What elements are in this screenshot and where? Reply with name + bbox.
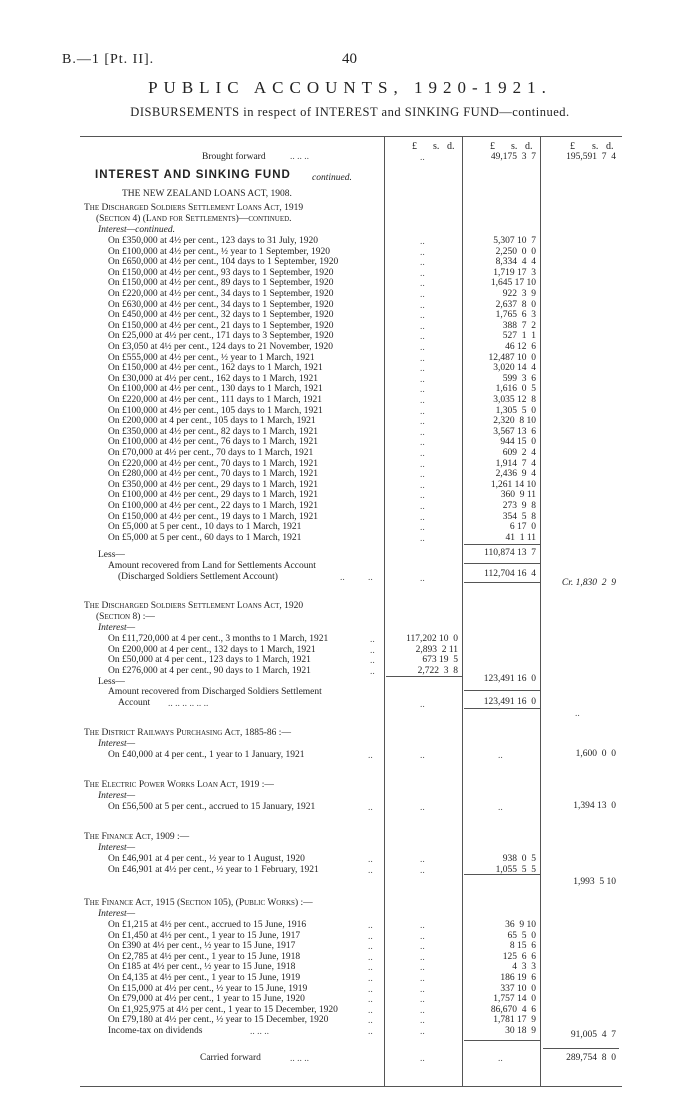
leader-dots: .. [420,942,425,953]
leader-dots: .. [368,974,373,984]
interest-row: On £220,000 at 4½ per cent., 34 days to 1 September, 1920 [108,289,334,299]
interest-row: On £150,000 at 4½ per cent., 21 days to 1 September, 1920 [108,320,334,331]
leader-dots: .. [420,258,425,269]
section-title-suffix: continued. [312,173,352,183]
interest-row: On £100,000 at 4½ per cent., ½ year to 1 September, 1920 [108,246,331,257]
interest-amount: 4 3 3 [512,962,536,973]
interest-amount: 117,202 10 0 [406,634,458,644]
leader-dots: .. [420,364,425,375]
leader-dots: .. [368,1027,373,1037]
interest-amount: 1,765 6 3 [495,310,536,321]
leader-dots: .. [420,300,425,311]
interest-row: On £280,000 at 4½ per cent., 70 days to 1 March, 1921 [108,469,319,480]
leader-dots: .. [420,533,425,544]
interest-row: On £50,000 at 4 per cent., 123 days to 1 March, 1921 [108,655,311,666]
recovery-amount: 123,491 16 0 [483,697,536,707]
interest-row: On £100,000 at 4½ per cent., 29 days to 1 March, 1921 [108,490,319,501]
leader-dots: .. [420,353,425,364]
interest-amount: 8 15 6 [509,941,536,952]
interest-row: On £40,000 at 4 per cent., 1 year to 1 January, 1921 [108,750,305,760]
interest-amount: 1,261 14 10 [490,479,536,490]
interest-row: On £3,050 at 4½ per cent., 124 days to 21 November, 1920 [108,342,333,352]
leader-dots: .. [420,751,425,761]
leader-dots: .. [420,417,425,428]
leader-dots: .. [368,963,373,974]
interest-row: On £56,500 at 5 per cent., accrued to 15 January, 1921 [108,802,316,812]
leader-dots: .. [420,332,425,343]
interest-amount: 1,055 5 5 [495,865,536,875]
rule [464,874,540,875]
interest-label: Interest— [98,739,136,749]
interest-amount: 6 17 0 [509,522,536,533]
interest-row: On £46,901 at 4 per cent., ½ year to 1 August, 1920 [108,854,305,864]
interest-amount: 1,757 14 0 [493,994,536,1005]
interest-amount: 86,670 4 6 [490,1004,536,1015]
leader-dots: .. [420,1054,425,1064]
leader-dots: .. [370,645,375,656]
leader-dots: .. [370,656,375,667]
interest-amount: 922 3 9 [502,289,536,299]
leader-dots: .. [498,751,503,761]
interest-row: On £25,000 at 4½ per cent., 171 days to 3 September, 1920 [108,331,334,342]
leader-dots: .. [420,247,425,258]
rule [386,676,462,677]
leader-dots: .. [420,931,425,942]
leader-dots: .. [420,1016,425,1027]
interest-amount: 30 18 9 [505,1026,536,1036]
interest-amount: 186 19 6 [500,973,536,983]
interest-label: Interest— [98,909,136,919]
interest-amount: 125 6 6 [502,951,536,962]
interest-label: Interest—continued. [98,225,175,235]
leader-dots: .. [420,279,425,290]
interest-amount: 609 2 4 [502,448,536,458]
interest-row: On £200,000 at 4 per cent., 105 days to 1 March, 1921 [108,416,316,427]
page-title: PUBLIC ACCOUNTS, 1920-1921. [148,78,552,97]
interest-row: On £11,720,000 at 4 per cent., 3 months to 1 March, 1921 [108,634,329,644]
interest-amount: 360 9 11 [500,490,536,501]
interest-amount: 938 0 5 [502,854,536,864]
act-total: 1,600 0 0 [575,749,616,759]
interest-row: On £79,000 at 4½ per cent., 1 year to 15 June, 1920 [108,994,305,1005]
interest-amount: 599 3 6 [502,373,536,384]
interest-label: Interest— [98,791,136,801]
leader-dots: .. [368,931,373,942]
leader-dots: .. [370,635,375,645]
recovery-line: (Discharged Soldiers Settlement Account) [118,572,278,582]
act-total: 1,993 5 10 [573,877,616,887]
interest-amount: 41 1 11 [505,532,536,543]
leader-dots: .. [420,470,425,481]
interest-row: On £4,135 at 4½ per cent., 1 year to 15 June, 1919 [108,973,301,983]
rule [464,1040,540,1041]
leader-dots: .. .. .. .. .. .. [168,699,209,709]
interest-amount: 1,781 17 9 [493,1015,536,1026]
column-heading-pounds: £ [490,141,495,152]
interest-row: On £1,215 at 4½ per cent., accrued to 15 June, 1916 [108,920,307,930]
interest-amount: 673 19 5 [422,655,458,666]
interest-amount: 2,722 3 8 [417,665,458,676]
leader-dots: .. [368,921,373,931]
interest-row: On £150,000 at 4½ per cent., 162 days to 1 March, 1921 [108,363,323,374]
interest-amount: 354 5 8 [502,511,536,522]
leader-dots: .. [340,573,345,583]
rule [464,582,540,583]
interest-row: On £15,000 at 4½ per cent., ½ year to 15 June, 1919 [108,983,308,994]
interest-amount: 36 9 10 [505,920,536,930]
leader-dots: .. [420,974,425,984]
interest-row: On £200,000 at 4 per cent., 132 days to 1 March, 1921 [108,644,316,655]
leader-dots: .. [420,427,425,438]
interest-amount: 1,305 5 0 [495,405,536,416]
interest-row: On £30,000 at 4½ per cent., 162 days to 1 March, 1921 [108,373,319,384]
interest-row: On £5,000 at 5 per cent., 60 days to 1 March, 1921 [108,532,302,543]
page-number: 40 [342,51,357,67]
leader-dots: .. [420,491,425,502]
recovery-amount: 112,704 16 4 [484,569,536,579]
leader-dots: .. [420,343,425,353]
leader-dots: .. [420,523,425,534]
interest-amount: 1,616 0 5 [495,384,536,395]
interest-amount: 944 15 0 [500,437,536,448]
subtotal: 110,874 13 7 [484,548,536,558]
leader-dots: .. [368,952,373,963]
interest-amount: 5,307 10 7 [493,236,536,246]
leader-dots: .. [420,803,425,813]
leader-dots: .. [420,153,425,163]
leader-dots: .. .. .. [290,1054,309,1064]
leader-dots: .. [420,963,425,974]
brought-forward-label: Brought forward [202,152,266,162]
interest-amount: 527 1 1 [502,331,536,342]
interest-amount: 2,320 8 10 [493,416,536,427]
interest-label: Interest— [98,623,136,633]
column-heading-shillings: s. [511,141,518,152]
interest-amount: 273 9 8 [502,501,536,511]
interest-row: On £276,000 at 4 per cent., 90 days to 1 March, 1921 [108,665,311,676]
interest-amount: 3,020 14 4 [493,363,536,374]
leader-dots: .. [420,1027,425,1037]
leader-dots: .. [370,666,375,677]
carried-forward-label: Carried forward [200,1053,261,1063]
rule [543,1048,619,1049]
interest-row: On £350,000 at 4½ per cent., 123 days to 31 July, 1920 [108,236,318,246]
leader-dots: .. [498,803,503,813]
leader-dots: .. [368,984,373,995]
leader-dots: .. [420,574,425,584]
interest-amount: 3,567 13 6 [493,426,536,437]
column-heading-shillings: s. [592,141,599,152]
interest-amount: 8,334 4 4 [495,257,536,268]
leader-dots: .. [368,1016,373,1027]
interest-row: On £555,000 at 4½ per cent., ½ year to 1 March, 1921 [108,352,315,363]
subtotal: 123,491 16 0 [483,674,536,684]
leader-dots: .. [420,866,425,876]
page-subtitle: DISBURSEMENTS in respect of INTEREST and SINKING FUND—continued. [130,105,570,119]
leader-dots: .. [368,942,373,953]
leader-dots: .. [420,952,425,963]
leader-dots: .. .. .. [290,152,309,162]
leader-dots: .. [420,512,425,523]
interest-row: On £350,000 at 4½ per cent., 82 days to 1 March, 1921 [108,426,319,437]
leader-dots: .. [420,406,425,417]
interest-row: On £1,450 at 4½ per cent., 1 year to 15 June, 1917 [108,930,301,941]
act-heading: (Section 4) (Land for Settlements)—continued. [96,214,292,224]
less-label: Less— [98,550,125,560]
interest-row: On £220,000 at 4½ per cent., 111 days to 1 March, 1921 [108,395,323,405]
act-heading: The Finance Act, 1909 :— [84,832,190,842]
interest-amount: 1,914 7 4 [495,458,536,469]
interest-row: On £450,000 at 4½ per cent., 32 days to 1 September, 1920 [108,310,334,321]
interest-row: On £350,000 at 4½ per cent., 29 days to 1 March, 1921 [108,479,319,490]
interest-amount: 2,436 9 4 [495,469,536,480]
interest-row: On £150,000 at 4½ per cent., 89 days to 1 September, 1920 [108,278,334,289]
leader-dots: .. [420,480,425,491]
interest-amount: 12,487 10 0 [488,352,536,363]
recovery-line: Account [118,698,151,708]
act-heading: The District Railways Purchasing Act, 1885-86 :— [84,728,291,738]
interest-amount: 1,719 17 3 [493,267,536,278]
interest-amount: 65 5 0 [507,930,536,941]
interest-row: On £220,000 at 4½ per cent., 70 days to 1 March, 1921 [108,458,319,469]
leader-dots: .. [420,1005,425,1016]
leader-dots: .. [420,268,425,279]
interest-amount: 2,637 8 0 [495,299,536,310]
interest-row: On £100,000 at 4½ per cent., 22 days to 1 March, 1921 [108,501,319,511]
column-heading-pounds: £ [412,141,417,152]
interest-amount: 388 7 2 [502,320,536,331]
leader-dots: .. [368,866,373,876]
act-heading: The Finance Act, 1915 (Section 105), (Public Works) :— [84,898,313,908]
interest-row: On £390 at 4½ per cent., ½ year to 15 June, 1917 [108,941,296,952]
act-heading: The Discharged Soldiers Settlement Loans Act, 1919 [84,203,304,213]
rule [464,544,540,545]
interest-amount: 1,645 17 10 [490,278,536,289]
column-heading-pence: d. [525,141,533,152]
leader-dots: .. .. .. [250,1027,269,1037]
interest-row: On £70,000 at 4½ per cent., 70 days to 1 March, 1921 [108,448,314,458]
interest-amount: 46 12 6 [505,342,536,352]
interest-row: On £150,000 at 4½ per cent., 19 days to 1 March, 1921 [108,511,319,522]
interest-row: On £46,901 at 4½ per cent., ½ year to 1 February, 1921 [108,865,319,875]
interest-row: On £79,180 at 4½ per cent., ½ year to 15 December, 1920 [108,1015,329,1026]
interest-row: On £1,925,975 at 4½ per cent., 1 year to 15 December, 1920 [108,1004,338,1015]
document-reference: B.—1 [Pt. II]. [62,52,155,67]
act-heading: The Discharged Soldiers Settlement Loans Act, 1920 [84,601,304,611]
carried-forward-amount: 289,754 8 0 [566,1053,616,1063]
leader-dots: .. [420,921,425,931]
interest-label: Interest— [98,843,136,853]
table-bottom-rule [80,1086,622,1087]
leader-dots: .. [420,396,425,406]
interest-row: On £185 at 4½ per cent., ½ year to 15 June, 1918 [108,962,296,973]
column-divider [384,136,385,1086]
leader-dots: .. [368,1005,373,1016]
leader-dots: .. [420,321,425,332]
recovery-line: Amount recovered from Discharged Soldiers Settlement [108,687,322,697]
leader-dots: .. [368,751,373,761]
brought-forward-amount: 49,175 3 7 [490,152,536,162]
leader-dots: .. [420,984,425,995]
leader-dots: .. [420,459,425,470]
interest-row: On £100,000 at 4½ per cent., 105 days to 1 March, 1921 [108,405,323,416]
leader-dots: .. [420,290,425,300]
leader-dots: .. [498,1054,503,1064]
interest-amount: 2,250 0 0 [495,246,536,257]
act-heading: (Section 8) :— [96,612,155,622]
leader-dots: .. [368,573,373,583]
act-total: 1,394 13 0 [573,801,616,811]
leader-dots: .. [420,995,425,1006]
column-heading-shillings: s. [433,141,440,152]
leader-dots: .. [420,385,425,396]
act-heading: The Electric Power Works Loan Act, 1919 :— [84,780,274,790]
section-title: INTEREST AND SINKING FUND [95,169,291,181]
column-heading-pence: d. [447,141,455,152]
interest-amount: 337 10 0 [500,983,536,994]
interest-row: On £150,000 at 4½ per cent., 93 days to 1 September, 1920 [108,267,334,278]
less-label: Less— [98,677,125,687]
recovery-line: Amount recovered from Land for Settlements Account [108,561,316,571]
column-heading-pounds: £ [570,141,575,152]
leader-dots: .. [420,311,425,322]
interest-amount: 2,893 2 11 [415,644,458,655]
interest-row: On £650,000 at 4½ per cent., 104 days to 1 September, 1920 [108,257,339,268]
leader-dots: .. [420,700,425,710]
column-divider [540,136,541,1086]
rule [464,690,540,691]
interest-row: On £100,000 at 4½ per cent., 130 days to 1 March, 1921 [108,384,323,395]
interest-row: Income-tax on dividends [108,1026,203,1036]
interest-row: On £630,000 at 4½ per cent., 34 days to 1 September, 1920 [108,299,334,310]
leader-dots: .. [368,855,373,865]
interest-amount: 3,035 12 8 [493,395,536,405]
leader-dots: .. [420,449,425,459]
leader-dots: .. [368,995,373,1006]
column-heading-pence: d. [606,141,614,152]
credit-amount: Cr. 1,830 2 9 [561,578,616,588]
rule [464,563,540,564]
interest-row: On £5,000 at 5 per cent., 10 days to 1 March, 1921 [108,522,302,533]
act-title: THE NEW ZEALAND LOANS ACT, 1908. [122,189,292,199]
interest-row: On £100,000 at 4½ per cent., 76 days to 1 March, 1921 [108,437,319,448]
leader-dots: .. [420,374,425,385]
column-divider [462,136,463,1086]
leader-dots: .. [420,237,425,247]
rule [464,708,540,709]
leader-dots: .. [420,855,425,865]
leader-dots: .. [420,438,425,449]
act-total: 91,005 4 7 [570,1030,616,1040]
leader-dots: .. [575,709,580,719]
leader-dots: .. [420,502,425,512]
brought-forward-amount: 195,591 7 4 [566,152,616,162]
leader-dots: .. [368,803,373,813]
interest-row: On £2,785 at 4½ per cent., 1 year to 15 June, 1918 [108,951,301,962]
